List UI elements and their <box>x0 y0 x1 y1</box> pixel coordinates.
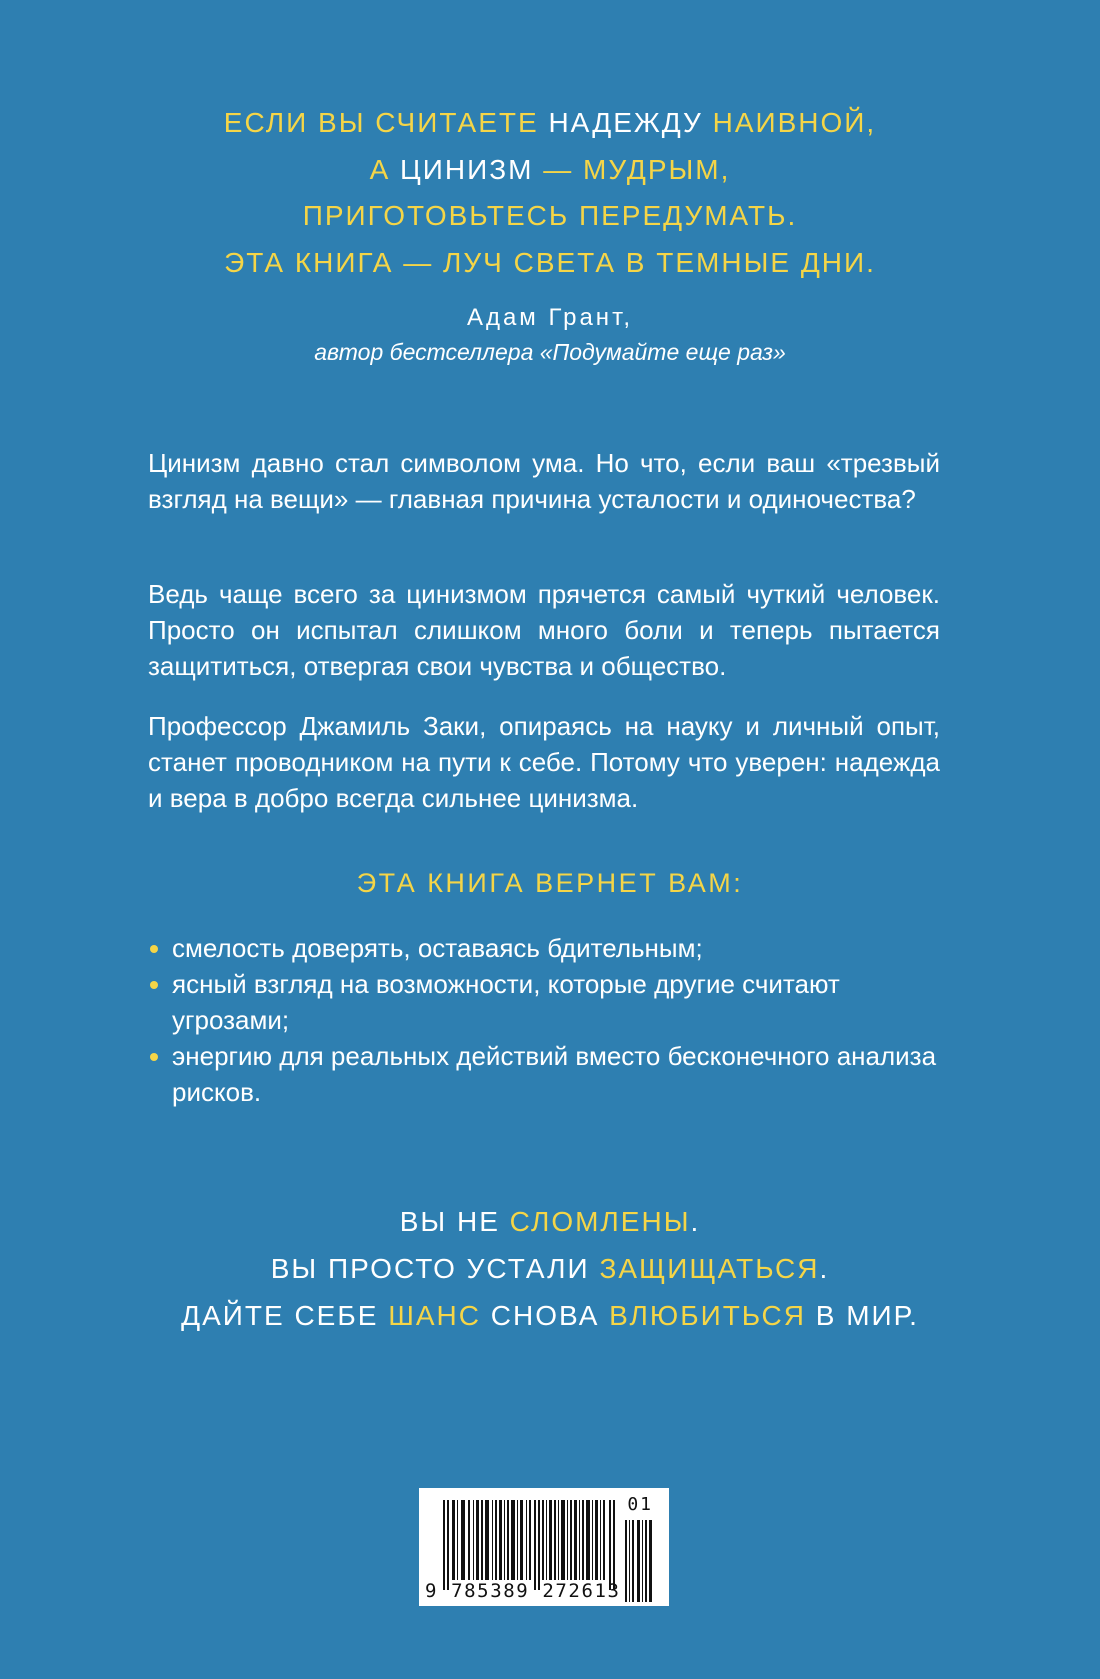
quote-segment: ЦИНИЗМ <box>400 153 544 185</box>
quote-segment: НАДЕЖДУ <box>548 107 713 138</box>
quote-segment: — МУДРЫМ, <box>543 153 731 185</box>
quote-line-1 <box>0 100 1100 147</box>
bullet-icon <box>150 981 158 989</box>
quote-author-subtitle: автор бестселлера «Подумайте еще раз» <box>314 339 786 365</box>
list-item-text: ясный взгляд на возможности, которые другие считают угрозами; <box>172 969 840 1035</box>
list-item <box>148 1038 948 1110</box>
returns-heading: ЭТА КНИГА ВЕРНЕТ ВАМ: <box>356 868 744 898</box>
quote-line-4 <box>0 240 1100 287</box>
closing-segment: ДАЙТЕ СЕБЕ <box>181 1300 389 1331</box>
description-paragraph-3: Профессор Джамиль Заки, опираясь на науку и личный опыт, станет проводником на пути к себе. Потому что уверен: надежда и вера в добро всегда сильнее цинизма. <box>148 711 940 813</box>
quote-segment: НАИВНОЙ, <box>712 107 877 138</box>
list-item-text: энергию для реальных действий вместо бесконечного анализа рисков. <box>172 1041 937 1107</box>
bullet-icon <box>150 945 158 953</box>
quote-segment: А <box>369 153 401 185</box>
closing-segment: ВЛЮБИТЬСЯ <box>609 1300 806 1331</box>
isbn-barcode <box>419 1488 669 1606</box>
quote-line-2 <box>0 147 1100 194</box>
quote-author: Адам Грант, <box>466 304 634 331</box>
bullet-icon <box>150 1053 158 1061</box>
list-item <box>148 930 948 966</box>
closing-segment: ВЫ НЕ <box>399 1206 510 1237</box>
quote-segment: ЕСЛИ ВЫ СЧИТАЕТЕ <box>223 107 549 138</box>
description-paragraph-2: Ведь чаще всего за цинизмом прячется самый чуткий человек. Просто он испытал слишком много боли и теперь пытается защититься, отвергая свои чувства и общество. <box>148 579 940 681</box>
quote-segment: ПРИГОТОВЬТЕСЬ ПЕРЕДУМАТЬ. <box>302 200 798 231</box>
description-paragraph-1: Цинизм давно стал символом ума. Но что, если ваш «трезвый взгляд на вещи» — главная причина усталости и одиночества? <box>148 448 940 514</box>
isbn-digits: 9 785389 272613 <box>425 1580 621 1602</box>
closing-segment: ШАНС <box>388 1300 481 1331</box>
list-item <box>148 966 948 1038</box>
closing-segment: СНОВА <box>480 1300 610 1331</box>
barcode-addon: 01 <box>627 1494 653 1515</box>
list-item-text: смелость доверять, оставаясь бдительным; <box>172 933 703 963</box>
closing-line-3 <box>0 1292 1100 1339</box>
closing-statement <box>0 1198 1100 1339</box>
closing-segment: . <box>819 1253 830 1284</box>
closing-segment: . <box>690 1206 701 1237</box>
closing-line-2 <box>0 1245 1100 1292</box>
quote-segment: ЭТА КНИГА — ЛУЧ СВЕТА В ТЕМНЫЕ ДНИ. <box>224 246 876 278</box>
closing-line-1 <box>0 1198 1100 1245</box>
quote-line-3 <box>0 193 1100 240</box>
closing-segment: ЗАЩИЩАТЬСЯ <box>599 1253 820 1284</box>
cover-quote <box>0 100 1100 286</box>
closing-segment: В МИР. <box>806 1300 919 1331</box>
closing-segment: СЛОМЛЕНЫ <box>509 1206 691 1237</box>
returns-list <box>148 930 948 1110</box>
closing-segment: ВЫ ПРОСТО УСТАЛИ <box>270 1253 600 1284</box>
